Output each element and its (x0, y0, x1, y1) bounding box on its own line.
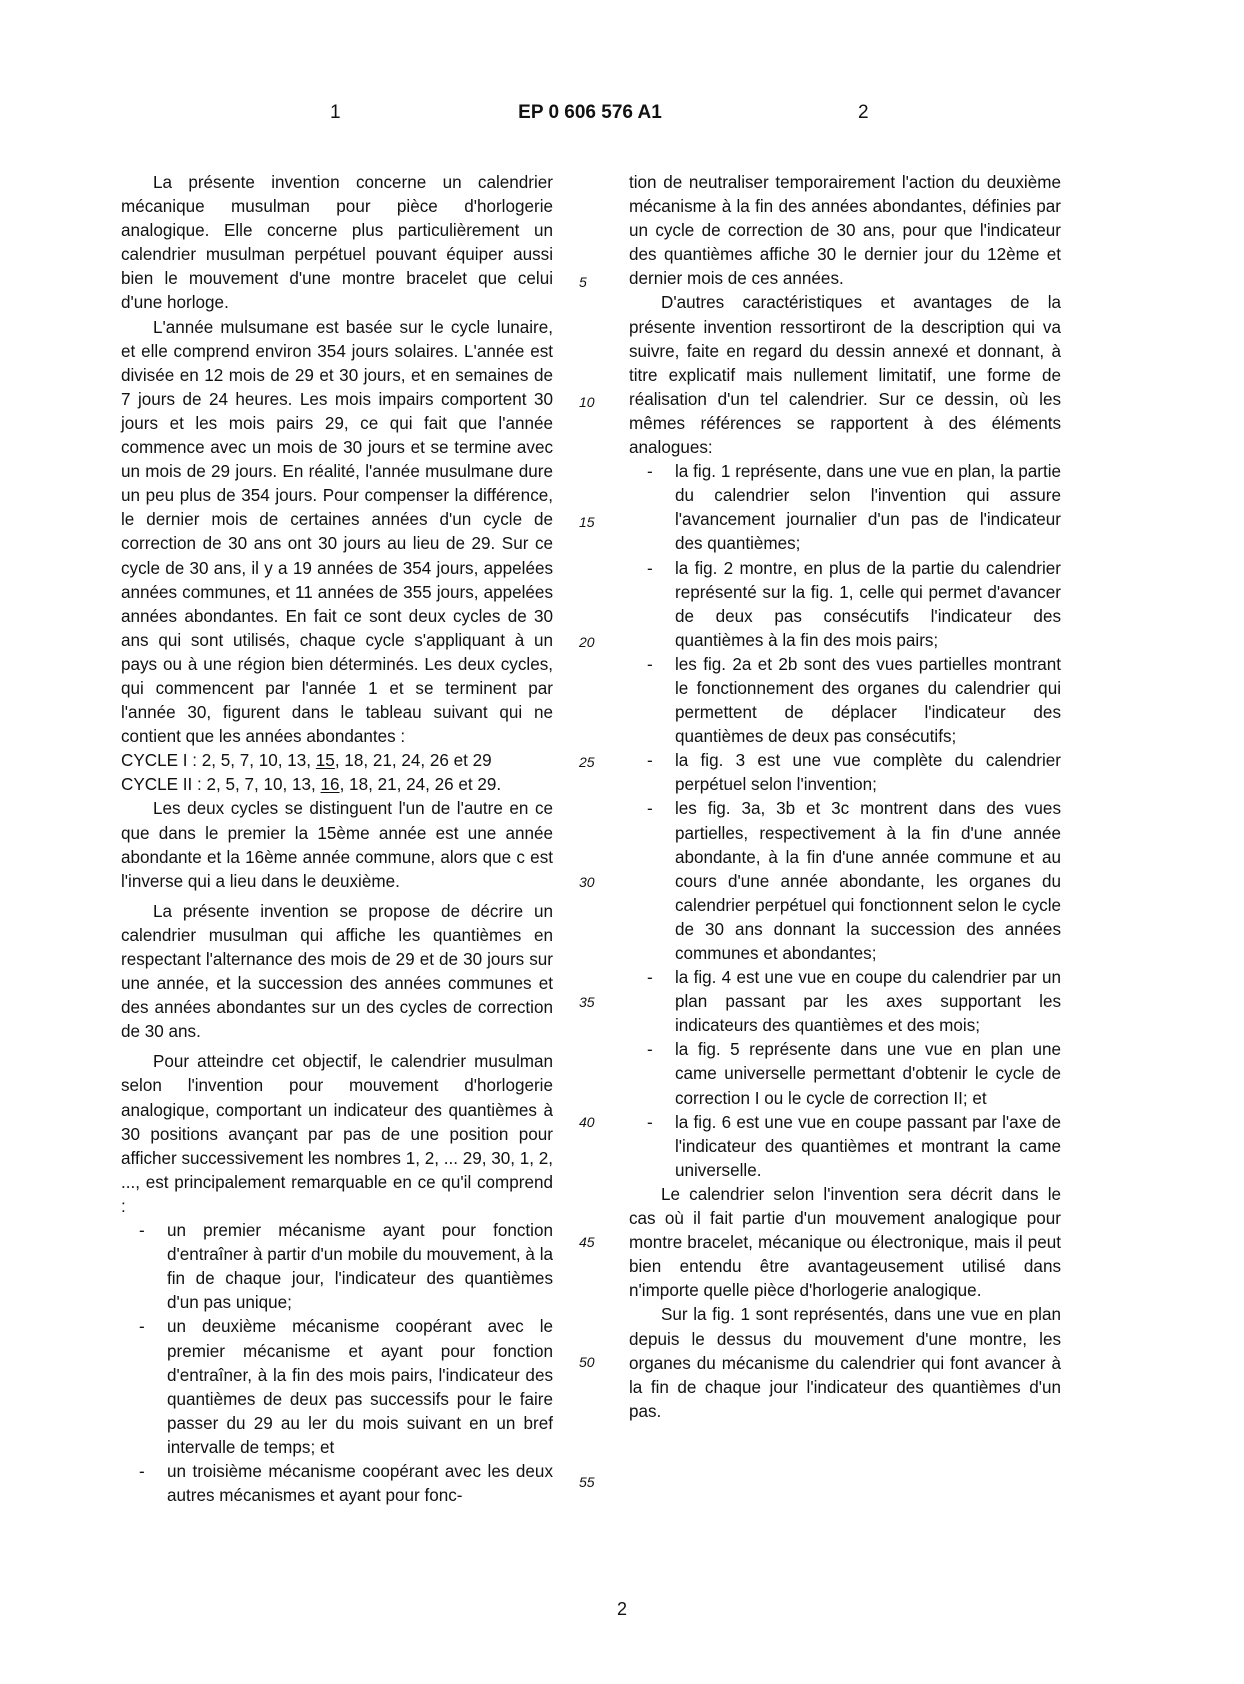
underlined-year: 16 (320, 775, 340, 795)
line-number: 45 (579, 1234, 595, 1250)
line-number: 35 (579, 994, 595, 1010)
line-number: 5 (579, 274, 587, 290)
cycle-text: CYCLE II : 2, 5, 7, 10, 13, (121, 775, 321, 795)
left-column (121, 171, 553, 1508)
paragraph: Le calendrier selon l'invention sera décrit dans le cas où il fait partie d'un mouvement analogique pour montre bracelet, mécanique ou électronique, mais il peut bien entendu être avantageusement utilisé dans n'importe quelle pièce d'horlogerie analogique. (629, 1184, 1061, 1301)
line-number: 20 (579, 634, 595, 650)
paragraph: La présente invention se propose de décrire un calendrier musulman qui affiche les quantièmes en respectant l'alternance des mois de 29 et de 30 jours sur une année, et la succession des années communes et des années abondantes sur un des cycles de correction de 30 ans. (121, 901, 553, 1042)
paragraph: Les deux cycles se distinguent l'un de l'autre en ce que dans le premier la 15ème année est une année abondante et la 16ème année commune, alors que c est l'inverse qui a lieu dans le deuxième. (121, 799, 553, 891)
list-item: - la fig. 4 est une vue en coupe du calendrier par un plan passant par les axes supportant les indicateurs des quantièmes et des mois; (629, 966, 1061, 1038)
document-id: EP 0 606 576 A1 (518, 102, 662, 123)
cycle-line (121, 773, 553, 797)
list-item: - la fig. 3 est une vue complète du calendrier perpétuel selon l'invention; (629, 749, 1061, 797)
figure-list (629, 460, 1061, 1183)
page-number: 2 (616, 1599, 627, 1619)
left-column-number: 1 (330, 102, 341, 123)
cycle-text: , 18, 21, 24, 26 et 29 (334, 751, 492, 771)
list-item: - un troisième mécanisme coopérant avec les deux autres mécanismes et ayant pour fonc- (121, 1460, 553, 1508)
line-number: 25 (579, 754, 595, 770)
line-number: 40 (579, 1114, 595, 1130)
line-number: 30 (579, 874, 595, 890)
line-number: 10 (579, 394, 595, 410)
paragraph: Sur la fig. 1 sont représentés, dans une vue en plan depuis le dessus du mouvement d'une montre, les organes du mécanisme du calendrier qui font avancer à la fin de chaque jour l'indicateur des quantièmes d'un pas. (629, 1305, 1061, 1421)
list-item: - la fig. 5 représente dans une vue en plan une came universelle permettant d'obtenir le cycle de correction I ou le cycle de correction II; et (629, 1038, 1061, 1110)
paragraph: Pour atteindre cet objectif, le calendrier musulman selon l'invention pour mouvement d'horlogerie analogique, comportant un indicateur des quantièmes à 30 positions avançant par pas de une position pour afficher successivement les nombres 1, 2, ... 29, 30, 1, 2, ..., est principalement remarquable en ce qu'il comprend : (121, 1052, 553, 1216)
list-item: - un premier mécanisme ayant pour fonction d'entraîner à partir d'un mobile du mouvement, à la fin de chaque jour, l'indicateur des quantièmes d'un pas unique; (121, 1219, 553, 1315)
paragraph: D'autres caractéristiques et avantages de la présente invention ressortiront de la description qui va suivre, faite en regard du dessin annexé et donnant, à titre explicatif mais nullement limitatif, une forme de réalisation d'un tel calendrier. Sur ce dessin, où les mêmes références se rapportent à des éléments analogues: (629, 293, 1061, 458)
list-item: - la fig. 2 montre, en plus de la partie du calendrier représenté sur la fig. 1, celle qui permet d'avancer de deux pas consécutifs l'indicateur des quantièmes à la fin des mois pairs; (629, 557, 1061, 653)
cycle-line (121, 749, 553, 773)
right-column (629, 171, 1061, 1424)
right-column-number: 2 (858, 102, 869, 123)
line-number: 15 (579, 514, 595, 530)
paragraph: tion de neutraliser temporairement l'action du deuxième mécanisme à la fin des années abondantes, définies par un cycle de correction de 30 ans, pour que l'indicateur des quantièmes affiche 30 le dernier jour du 12ème et dernier mois de ces années. (629, 173, 1061, 289)
list-item: - les fig. 3a, 3b et 3c montrent dans des vues partielles, respectivement à la fin d'une année abondante, à la fin d'une année commune et au cours d'une année abondante, les organes du calendrier perpétuel qui fonctionnent selon le cycle de 30 ans donnant la succession des années communes et abondantes; (629, 797, 1061, 966)
underlined-year: 15 (315, 751, 335, 771)
list-item: - la fig. 6 est une vue en coupe passant par l'axe de l'indicateur des quantièmes et montrant la came universelle. (629, 1111, 1061, 1183)
line-number: 50 (579, 1354, 595, 1370)
mechanism-list (121, 1219, 553, 1508)
list-item: - un deuxième mécanisme coopérant avec le premier mécanisme et ayant pour fonction d'entraîner, à la fin des mois pairs, l'indicateur des quantièmes de deux pas successifs pour le faire passer du 29 au ler du mois suivant en un bref intervalle de temps; et (121, 1315, 553, 1460)
list-item: - la fig. 1 représente, dans une vue en plan, la partie du calendrier selon l'invention qui assure l'avancement journalier d'un pas de l'indicateur des quantièmes; (629, 460, 1061, 556)
cycle-text: , 18, 21, 24, 26 et 29. (339, 775, 502, 795)
cycle-text: CYCLE I : 2, 5, 7, 10, 13, (121, 751, 316, 771)
line-number: 55 (579, 1474, 595, 1490)
paragraph: La présente invention concerne un calendrier mécanique musulman pour pièce d'horlogerie analogique. Elle concerne plus particulièrement un calendrier musulman perpétuel pouvant équiper aussi bien le mouvement d'une montre bracelet que celui d'une horloge. (121, 173, 553, 313)
list-item: - les fig. 2a et 2b sont des vues partielles montrant le fonctionnement des organes du calendrier qui permettent de déplacer l'indicateur des quantièmes de deux pas consécutifs; (629, 653, 1061, 749)
paragraph: L'année mulsumane est basée sur le cycle lunaire, et elle comprend environ 354 jours solaires. L'année est divisée en 12 mois de 29 et 30 jours, et en semaines de 7 jours de 24 heures. Les mois impairs comportent 30 jours et les mois pairs 29, ce qui fait que l'année commence avec un mois de 30 jours et se termine avec un mois de 29 jours. En réalité, l'année musulmane dure un peu plus de 354 jours. Pour compenser la différence, le dernier mois de certaines années d'un cycle de correction de 30 ans ont 30 jours au lieu de 29. Sur ce cycle de 30 ans, il y a 19 années de 354 jours, appelées années communes, et 11 années de 355 jours, appelées années abondantes. En fait ce sont deux cycles de 30 ans qui sont utilisés, chaque cycle s'appliquant à un pays ou à une région bien déterminés. Les deux cycles, qui commencent par l'année 1 et se terminent par l'année 30, figurent dans le tableau suivant qui ne contient que les années abondantes : (121, 317, 553, 747)
